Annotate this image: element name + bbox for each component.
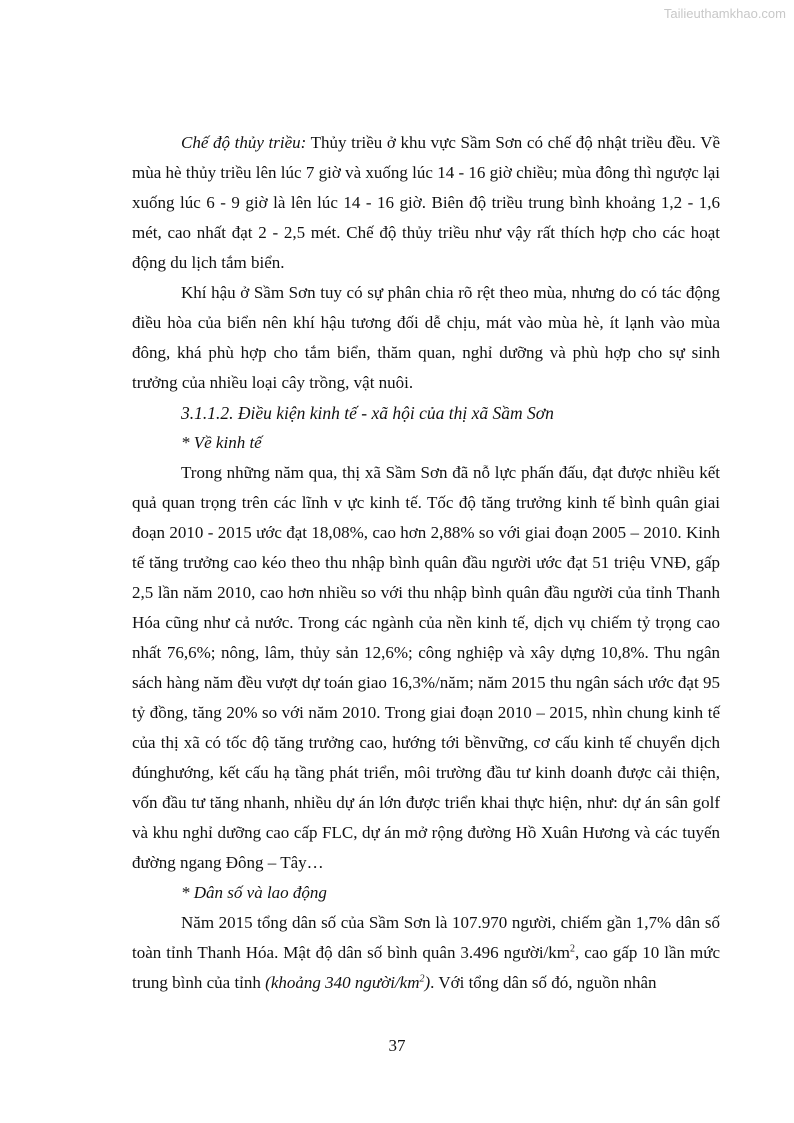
paragraph-economy: Trong những năm qua, thị xã Sầm Sơn đã nỗ lực phấn đấu, đạt được nhiều kết quả quan trọng trên các lĩnh v ực kinh tế. Tốc độ tăng trưởng kinh tế bình quân giai đoạn 2010 - 2015 ước đạt 18,08%, cao hơn 2,88% so với giai đoạn 2005 – 2010. Kinh tế tăng trưởng cao kéo theo thu nhập bình quân đầu người ước đạt 51 triệu VNĐ, gấp 2,5 lần năm 2010, cao hơn nhiều so với thu nhập bình quân đầu người của tỉnh Thanh Hóa cũng như cả nước. Trong các ngành của nền kinh tế, dịch vụ chiếm tỷ trọng cao nhất 76,6%; nông, lâm, thủy sản 12,6%; công nghiệp và xây dựng 10,8%. Thu ngân sách hàng năm đều vượt dự toán giao 16,3%/năm; năm 2015 thu ngân sách ước đạt 95 tỷ đồng, tăng 20% so với năm 2010. Trong giai đoạn 2010 – 2015, nhìn chung kinh tế của thị xã có tốc độ tăng trưởng cao, hướng tới bềnvững, cơ cấu kinh tế chuyển dịch đúnghướng, kết cấu hạ tầng phát triển, môi trường đầu tư kinh doanh được cải thiện, vốn đầu tư tăng nhanh, nhiều dự án lớn được triển khai thực hiện, như: dự án sân golf và khu nghỉ dưỡng cao cấp FLC, dự án mở rộng đường Hồ Xuân Hương và các tuyến đường ngang Đông – Tây… bbox=[132, 463, 720, 872]
population-text-2: , cao gấp 10 lần mức trung bình của tỉnh bbox=[132, 943, 720, 992]
subheading-economy: * Về kinh tế bbox=[181, 433, 262, 452]
population-text-3: . Với tổng dân số đó, nguồn nhân bbox=[430, 973, 657, 992]
paragraph-tide bbox=[132, 128, 720, 278]
population-text-1: Năm 2015 tổng dân số của Sầm Sơn là 107.970 người, chiếm gần 1,7% dân số toàn tỉnh Thanh Hóa. Mật độ dân số bình quân 3.496 người/km bbox=[132, 913, 720, 962]
tide-label: Chế độ thủy triều: bbox=[181, 133, 307, 152]
subheading-population: * Dân số và lao động bbox=[181, 883, 327, 902]
page-number: 37 bbox=[388, 1036, 406, 1055]
watermark: Tailieuthamkhao.com bbox=[663, 6, 786, 21]
superscript-2: 2 bbox=[419, 973, 425, 985]
paragraph-climate: Khí hậu ở Sầm Sơn tuy có sự phân chia rõ rệt theo mùa, nhưng do có tác động điều hòa của biển nên khí hậu tương đối dễ chịu, mát vào mùa hè, ít lạnh vào mùa đông, khá phù hợp cho tắm biển, thăm quan, nghỉ dưỡng và phù hợp cho sự sinh trưởng của nhiều loại cây trồng, vật nuôi. bbox=[132, 283, 720, 392]
population-italic bbox=[265, 973, 430, 992]
superscript-1: 2 bbox=[570, 943, 576, 955]
section-heading: 3.1.1.2. Điều kiện kinh tế - xã hội của thị xã Sầm Sơn bbox=[181, 403, 554, 423]
population-italic-end: ) bbox=[424, 973, 431, 992]
population-italic-text: (khoảng 340 người/km bbox=[265, 973, 420, 992]
document-body bbox=[132, 128, 720, 998]
paragraph-population bbox=[132, 908, 720, 998]
tide-text: Thủy triều ở khu vực Sầm Sơn có chế độ nhật triều đều. Về mùa hè thủy triều lên lúc 7 giờ và xuống lúc 14 - 16 giờ chiều; mùa đông thì ngược lại xuống lúc 6 - 9 giờ là lên lúc 14 - 16 giờ. Biên độ triều trung bình khoảng 1,2 - 1,6 mét, cao nhất đạt 2 - 2,5 mét. Chế độ thủy triều như vậy rất thích hợp cho các hoạt động du lịch tắm biển. bbox=[132, 133, 721, 272]
